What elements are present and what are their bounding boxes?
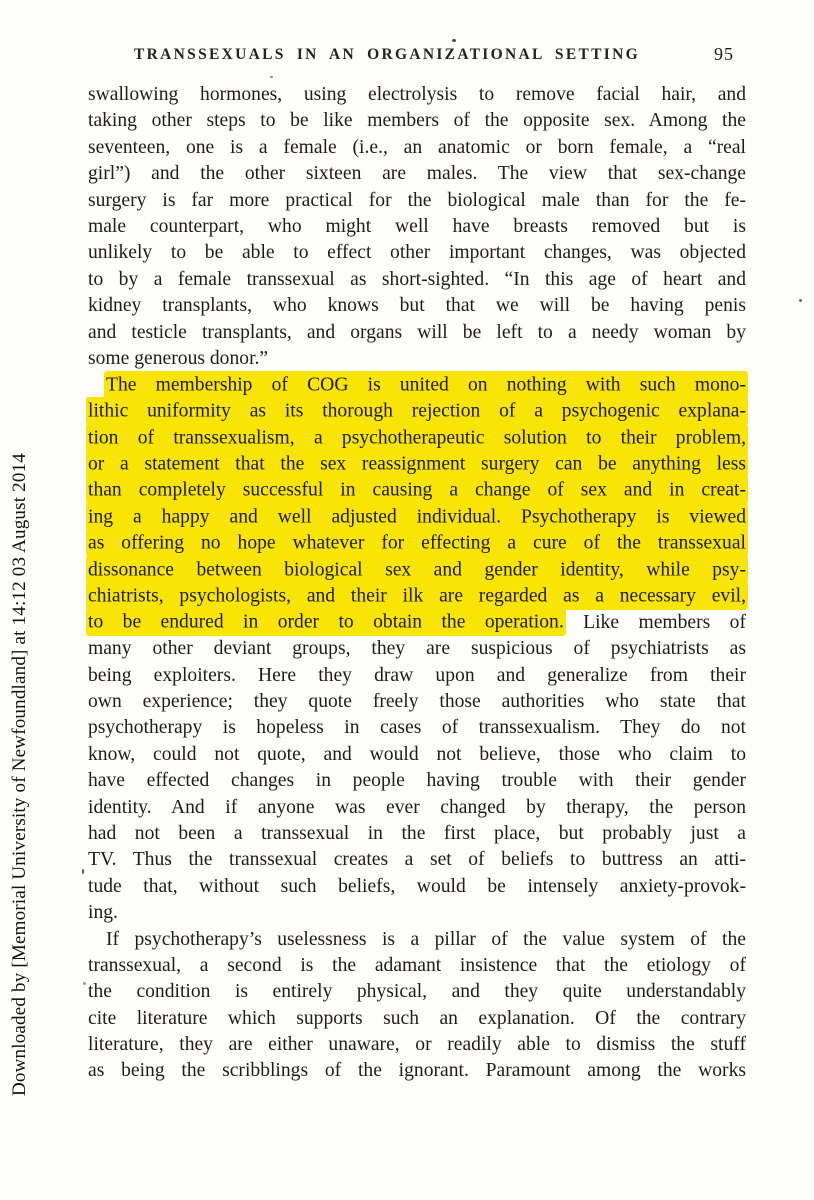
text-segment: male counterpart, who might well have breasts removed but is [88, 215, 746, 237]
text-line [88, 636, 746, 662]
text-line [88, 715, 746, 741]
text-line [88, 267, 746, 293]
text-line [88, 240, 746, 266]
highlighted-text: to be endured in order to obtain the operation. [86, 608, 566, 636]
text-line [88, 1058, 746, 1084]
page-number: 95 [714, 44, 734, 64]
text-segment: unlikely to be able to effect other important changes, was objected [88, 242, 746, 264]
scan-speck [270, 76, 273, 78]
text-segment: transsexual, a second is the adamant insistence that the etiology of [88, 954, 746, 976]
text-line [88, 135, 746, 161]
text-line [88, 320, 746, 346]
text-line [88, 847, 746, 873]
text-line [88, 821, 746, 847]
text-line [88, 531, 746, 557]
highlighted-text: tion of transsexualism, a psychotherapeutic solution to their problem, [86, 424, 748, 452]
text-line [88, 979, 746, 1005]
text-line [88, 425, 746, 451]
text-segment: psychotherapy is hopeless in cases of transsexualism. They do not [88, 717, 746, 739]
highlighted-text: chiatrists, psychologists, and their ilk are regarded as a necessary evil, [86, 582, 748, 610]
highlighted-text: or a statement that the sex reassignment surgery can be anything less [86, 450, 748, 478]
text-segment: identity. And if anyone was ever changed by therapy, the person [88, 796, 746, 818]
text-line [88, 478, 746, 504]
text-segment: ing. [88, 902, 118, 924]
text-line [88, 874, 746, 900]
text-segment: literature, they are either unaware, or readily able to dismiss the stuff [88, 1034, 746, 1056]
text-segment: tude that, without such beliefs, would be intensely anxiety-provok- [88, 875, 746, 897]
text-segment: If psychotherapy’s uselessness is a pillar of the value system of the [106, 928, 746, 950]
text-line [88, 900, 746, 926]
text-line [88, 346, 746, 372]
text-segment: the condition is entirely physical, and they quite understandably [88, 981, 746, 1003]
highlighted-text: dissonance between biological sex and gender identity, while psy- [86, 556, 748, 584]
text-line [88, 214, 746, 240]
text-segment: kidney transplants, who knows but that we will be having penis [88, 295, 746, 317]
text-segment: know, could not quote, and would not believe, those who claim to [88, 743, 746, 765]
text-segment: as being the scribblings of the ignorant. Paramount among the works [88, 1060, 746, 1082]
scan-speck [83, 982, 86, 985]
running-header [88, 44, 746, 70]
text-segment: Like members of [563, 611, 747, 633]
text-segment: cite literature which supports such an explanation. Of the contrary [88, 1007, 746, 1029]
text-line [88, 742, 746, 768]
text-segment: girl”) and the other sixteen are males. The view that sex-change [88, 163, 746, 185]
text-segment: swallowing hormones, using electrolysis to remove facial hair, and [88, 84, 746, 105]
highlighted-text: than completely successful in causing a change of sex and in creat- [86, 476, 748, 504]
text-segment: taking other steps to be like members of the opposite sex. Among the [88, 110, 746, 132]
text-line [88, 1006, 746, 1032]
text-line [88, 188, 746, 214]
highlighted-text: as offering no hope whatever for effecting a cure of the transsexual [86, 529, 748, 557]
text-segment: surgery is far more practical for the biological male than for the fe- [88, 189, 746, 211]
text-segment: to by a female transsexual as short-sighted. “In this age of heart and [88, 268, 746, 290]
text-segment: being exploiters. Here they draw upon and generalize from their [88, 664, 746, 686]
text-line [88, 161, 746, 187]
text-line [88, 610, 746, 636]
text-segment: own experience; they quote freely those authorities who state that [88, 690, 746, 712]
text-line [88, 557, 746, 583]
text-segment: TV. Thus the transsexual creates a set of beliefs to buttress an atti- [88, 849, 746, 871]
download-watermark: Downloaded by [Memorial University of Newfoundland] at 14:12 03 August 2014 [9, 453, 30, 1096]
text-segment: seventeen, one is a female (i.e., an anatomic or born female, a “real [88, 136, 746, 158]
highlighted-text: lithic uniformity as its thorough rejection of a psychogenic explana- [86, 397, 748, 425]
text-line [88, 663, 746, 689]
text-line [88, 927, 746, 953]
text-line [88, 768, 746, 794]
running-title: TRANSSEXUALS IN AN ORGANIZATIONAL SETTING [134, 46, 640, 63]
scan-speck [82, 869, 84, 874]
text-segment: and testicle transplants, and organs will be left to a needy woman by [88, 321, 746, 343]
text-line [88, 953, 746, 979]
highlighted-text: The membership of COG is united on nothing with such mono- [104, 371, 748, 399]
text-line [88, 583, 746, 609]
text-line [88, 795, 746, 821]
body-text [88, 82, 746, 1085]
text-line [88, 451, 746, 477]
text-line [88, 689, 746, 715]
text-segment: have effected changes in people having trouble with their gender [88, 770, 746, 792]
scan-speck [452, 39, 456, 42]
text-line [88, 399, 746, 425]
text-line [88, 504, 746, 530]
text-line [88, 108, 746, 134]
highlighted-text: ing a happy and well adjusted individual. Psychotherapy is viewed [86, 503, 748, 531]
scan-speck [799, 299, 802, 302]
text-segment: many other deviant groups, they are suspicious of psychiatrists as [88, 638, 746, 660]
text-segment: had not been a transsexual in the first place, but probably just a [88, 822, 746, 844]
text-line [88, 1032, 746, 1058]
text-line [88, 82, 746, 108]
text-line [88, 293, 746, 319]
text-segment: some generous donor.” [88, 347, 269, 369]
text-line [88, 372, 746, 398]
